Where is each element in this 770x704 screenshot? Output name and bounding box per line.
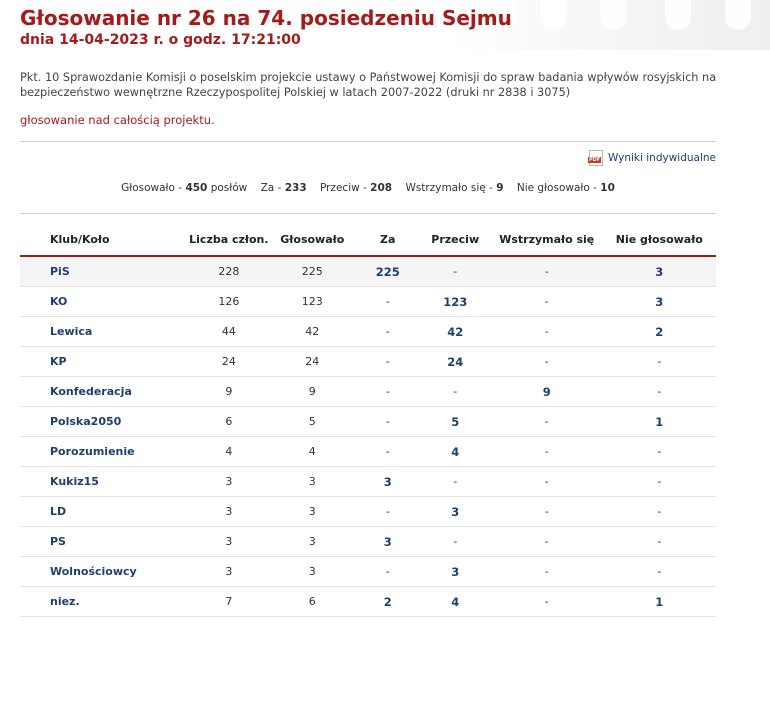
members-count: 3 [189,557,268,587]
table-row [20,527,716,557]
absent-count[interactable]: 1 [603,407,716,437]
vote-date: dnia 14-04-2023 r. o godz. 17:21:00 [20,32,301,48]
for-count: 233 [284,182,307,194]
abstain-count: - [491,467,603,497]
divider-top [20,141,716,142]
members-count: 3 [189,497,268,527]
club-name[interactable]: LD [20,497,189,527]
col-members: Liczba człon. [189,224,268,256]
absent-count: - [603,377,716,407]
absent-count: - [603,467,716,497]
voted-count: 24 [269,347,356,377]
members-count: 6 [189,407,268,437]
abstain-count: - [491,347,603,377]
members-count: 44 [189,317,268,347]
for-count[interactable]: 3 [356,527,420,557]
club-name[interactable]: Porozumienie [20,437,189,467]
voted-count: 4 [269,437,356,467]
for-count: - [356,377,420,407]
table-header-row [20,224,716,256]
vote-subject-period: . [211,113,215,127]
for-count: - [356,557,420,587]
against-count: - [420,467,491,497]
for-label: Za - [260,182,282,194]
abstain-count: - [491,287,603,317]
against-count[interactable]: 3 [420,497,491,527]
voted-count: 3 [269,527,356,557]
voted-count: 6 [269,587,356,617]
agenda-description: Pkt. 10 Sprawozdanie Komisji o poselskim projekcie ustawy o Państwowej Komisji do spraw badania wpływów rosyjskich na bezpieczeństwo wewnętrzne Rzeczypospolitej Polskiej w latach 2007-2022 (druki nr 2838 i 3075) [20,71,717,99]
voted-count: 3 [269,497,356,527]
club-name[interactable]: Polska2050 [20,407,189,437]
pdf-icon-label: PDF [588,157,601,163]
abstain-count: - [491,317,603,347]
absent-count: 10 [600,182,615,194]
table-row [20,437,716,467]
members-label: posłów [210,182,248,194]
against-count[interactable]: 24 [420,347,491,377]
abstain-count: - [491,407,603,437]
members-count: 3 [189,467,268,497]
for-count: - [356,497,420,527]
col-voted: Głosowało [269,224,356,256]
against-count[interactable]: 42 [420,317,491,347]
vote-subject-link[interactable]: głosowanie nad całością projektu [20,113,212,127]
for-count[interactable]: 3 [356,467,420,497]
individual-results-label: Wyniki indywidualne [607,152,716,164]
table-row [20,317,716,347]
col-for: Za [356,224,420,256]
absent-count[interactable]: 2 [603,317,716,347]
club-name[interactable]: KP [20,347,189,377]
members-count: 228 [189,256,268,287]
voted-count: 3 [269,467,356,497]
absent-count: - [603,497,716,527]
for-count: - [356,347,420,377]
abstain-label: Wstrzymało się - [405,182,493,194]
page-title: Głosowanie nr 26 na 74. posiedzeniu Sejmu [20,6,512,30]
col-against: Przeciw [420,224,491,256]
for-count: - [356,407,420,437]
club-name[interactable]: Konfederacja [20,377,189,407]
col-club: Klub/Koło [20,224,189,256]
voted-count: 450 [185,182,208,194]
for-count: - [356,317,420,347]
abstain-count: 9 [496,182,504,194]
voted-count: 3 [269,557,356,587]
abstain-count: - [491,497,603,527]
against-count[interactable]: 4 [420,437,491,467]
against-count: - [420,256,491,287]
abstain-count: - [491,437,603,467]
abstain-count: - [491,256,603,287]
absent-count[interactable]: 3 [603,287,716,317]
absent-count[interactable]: 3 [603,256,716,287]
club-name[interactable]: niez. [20,587,189,617]
club-name[interactable]: KO [20,287,189,317]
abstain-count[interactable]: 9 [491,377,603,407]
pdf-icon [589,150,603,166]
voted-count: 225 [269,256,356,287]
table-row [20,467,716,497]
club-name[interactable]: PiS [20,256,189,287]
for-count[interactable]: 225 [356,256,420,287]
absent-count: - [603,347,716,377]
club-name[interactable]: Wolnościowcy [20,557,189,587]
vote-summary [0,182,736,194]
against-label: Przeciw - [319,182,367,194]
against-count[interactable]: 5 [420,407,491,437]
table-row [20,287,716,317]
table-row [20,587,716,617]
absent-count[interactable]: 1 [603,587,716,617]
against-count: - [420,527,491,557]
voted-label: Głosowało - [121,182,183,194]
against-count[interactable]: 123 [420,287,491,317]
abstain-count: - [491,587,603,617]
members-count: 24 [189,347,268,377]
individual-results-link[interactable] [589,150,716,166]
against-count[interactable]: 4 [420,587,491,617]
absent-label: Nie głosowało - [516,182,597,194]
voted-count: 123 [269,287,356,317]
against-count: - [420,377,491,407]
voted-count: 42 [269,317,356,347]
table-row [20,497,716,527]
absent-count: - [603,527,716,557]
club-name[interactable]: Lewica [20,317,189,347]
col-absent: Nie głosowało [603,224,716,256]
for-count[interactable]: 2 [356,587,420,617]
voted-count: 9 [269,377,356,407]
club-name[interactable]: PS [20,527,189,557]
against-count: 208 [370,182,393,194]
for-count: - [356,287,420,317]
members-count: 126 [189,287,268,317]
voted-count: 5 [269,407,356,437]
members-count: 3 [189,527,268,557]
divider-summary [20,213,716,214]
results-table [20,224,716,617]
table-row [20,407,716,437]
abstain-count: - [491,557,603,587]
table-row [20,256,716,287]
table-row [20,377,716,407]
absent-count: - [603,437,716,467]
members-count: 7 [189,587,268,617]
table-row [20,557,716,587]
against-count[interactable]: 3 [420,557,491,587]
vote-subject [20,113,215,127]
col-abstain: Wstrzymało się [491,224,603,256]
absent-count: - [603,557,716,587]
table-row [20,347,716,377]
members-count: 4 [189,437,268,467]
for-count: - [356,437,420,467]
abstain-count: - [491,527,603,557]
club-name[interactable]: Kukiz15 [20,467,189,497]
members-count: 9 [189,377,268,407]
